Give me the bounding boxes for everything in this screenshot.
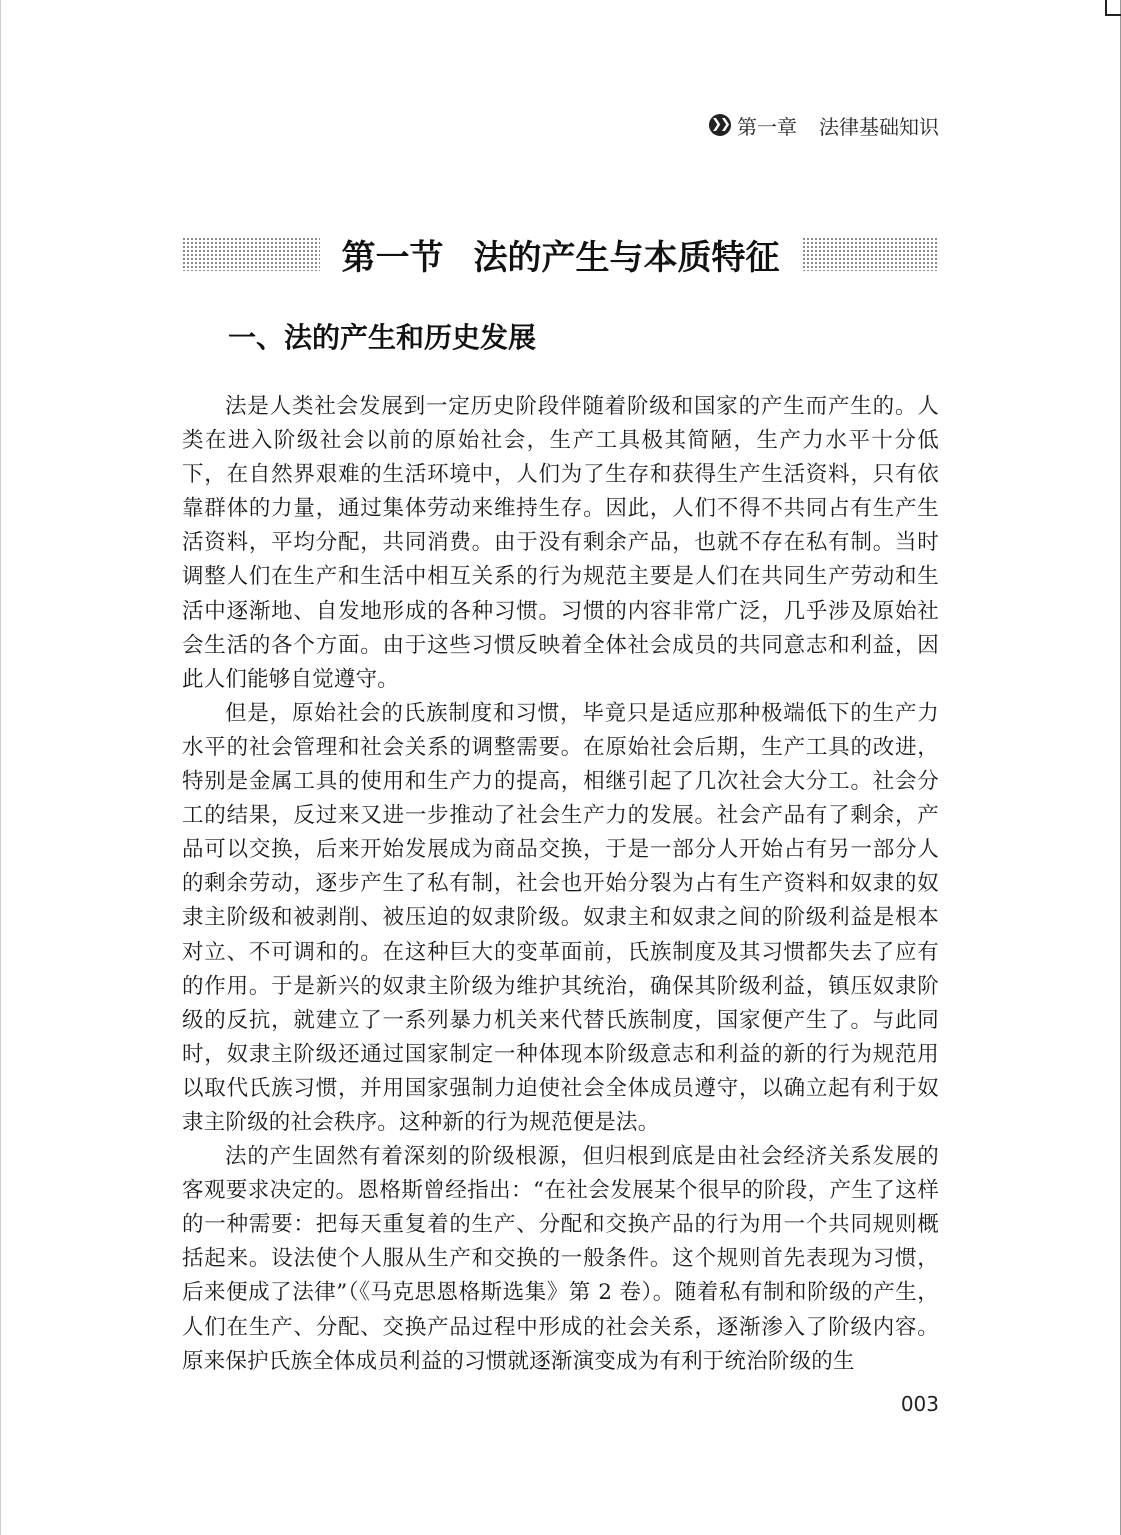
section-title xyxy=(320,230,802,279)
paragraph: 但是，原始社会的氏族制度和习惯，毕竟只是适应那种极端低下的生产力水平的社会管理和社会关系的调整需要。在原始社会后期，生产工具的改进，特别是金属工具的使用和生产力的提高，相继引起了几次社会大分工。社会分工的结果，反过来又进一步推动了社会生产力的发展。社会产品有了剩余，产品可以交换，后来开始发展成为商品交换，于是一部分人开始占有另一部分人的剩余劳动，逐步产生了私有制，社会也开始分裂为占有生产资料和奴隶的奴隶主阶级和被剥削、被压迫的奴隶阶级。奴隶主和奴隶之间的阶级利益是根本对立、不可调和的。在这种巨大的变革面前，氏族制度及其习惯都失去了应有的作用。于是新兴的奴隶主阶级为维护其统治，确保其阶级利益，镇压奴隶阶级的反抗，就建立了一系列暴力机关来代替氏族制度，国家便产生了。与此同时，奴隶主阶级还通过国家制定一种体现本阶级意志和利益的新的行为规范用以取代氏族习惯，并用国家强制力迫使社会全体成员遵守，以确立起有利于奴隶主阶级的社会秩序。这种新的行为规范便是法。 xyxy=(182,700,939,1135)
paragraph: 法是人类社会发展到一定历史阶段伴随着阶级和国家的产生而产生的。人类在进入阶级社会以前的原始社会，生产工具极其简陋，生产力水平十分低下，在自然界艰难的生活环境中，人们为了生存和获得生产生活资料，只有依靠群体的力量，通过集体劳动来维持生存。因此，人们不得不共同占有生产生活资料，平均分配，共同消费。由于没有剩余产品，也就不存在私有制。当时调整人们在生产和生活中相互关系的行为规范主要是人们在共同生产劳动和生活中逐渐地、自发地形成的各种习惯。习惯的内容非常广泛，几乎涉及原始社会生活的各个方面。由于这些习惯反映着全体社会成员的共同意志和利益，因此人们能够自觉遵守。 xyxy=(182,394,939,692)
section-title-row xyxy=(182,228,939,280)
body-text xyxy=(182,390,939,1379)
corner-crop-mark xyxy=(1105,0,1121,16)
dotted-ornament-left xyxy=(182,237,320,271)
dotted-ornament-right xyxy=(802,237,940,271)
paragraph: 法的产生固然有着深刻的阶级根源，但归根到底是由社会经济关系发展的客观要求决定的。恩格斯曾经指出：“在社会发展某个很早的阶段，产生了这样的一种需要：把每天重复着的生产、分配和交换产品的行为用一个共同规则概括起来。设法使个人服从生产和交换的一般条件。这个规则首先表现为习惯，后来便成了法律”（《马克思恩格斯选集》第 2 卷）。随着私有制和阶级的产生，人们在生产、分配、交换产品过程中形成的社会关系，逐渐渗入了阶级内容。原来保护氏族全体成员利益的习惯就逐渐演变成为有利于统治阶级的生 xyxy=(182,1144,939,1374)
double-chevron-icon: ❯❯ xyxy=(709,114,731,136)
header-title: 法律基础知识 xyxy=(819,114,939,139)
section-title-text: 法的产生与本质特征 xyxy=(473,237,780,278)
running-header xyxy=(709,110,939,140)
header-chapter: 第一章 xyxy=(737,114,797,139)
section-number: 第一节 xyxy=(341,237,444,278)
page-number: 003 xyxy=(900,1392,939,1416)
subsection-heading: 一、法的产生和历史发展 xyxy=(228,321,537,354)
